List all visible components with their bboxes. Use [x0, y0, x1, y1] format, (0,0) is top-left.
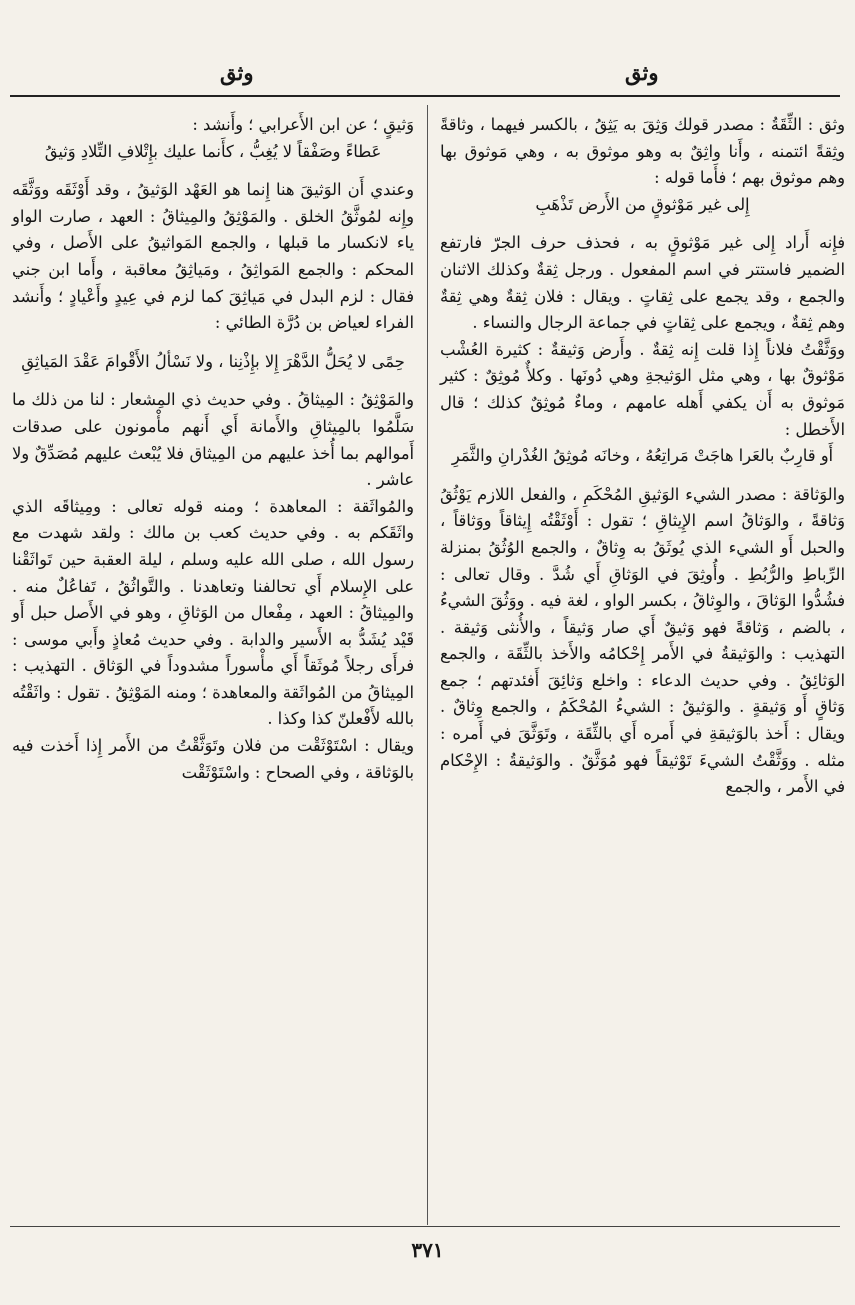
entry-paragraph: فإِنه أَراد إِلى غير مَوْثوقٍ به ، فحذف حرف الجرّ فارتفع الضمير فاستتر في اسم المفعول . ورجل ثِقةٌ وكذلك الاثنان والجمع ، وقد يجمع على ثِقاتٍ . ويقال : فلان ثِقةٌ وهي ثِقةٌ وهم ثِقةٌ ، ويجمع على ثِقاتٍ في جماعة الرجال والنساء .: [440, 233, 845, 333]
verse: إِلى غير مَوْثوقٍ من الأَرض تَذْهَبِ: [535, 194, 750, 214]
right-column: [440, 112, 845, 801]
entry-paragraph: والمُواثَقة : المعاهدة ؛ ومنه قوله تعالى : ومِيثاقَه الذي واثَقَكم به . وفي حديث كعب بن مالك : ولقد شهدت مع رسول الله ، صلى الله عليه وسلم ، ليلة العقبة حين تَواثَقْنا على الإِسلام أَي تحالفنا وتعاهدنا . والتَّواثُقُ ، تَفاعُلٌ منه . والمِيثاقُ : العهد ، مِفْعال من الوَثاقِ ، وهو في الأَصل حبل أَو قَيْد يُشَدُّ به الأَسير والدابة . وفي حديث مُعاذٍ وأَبي موسى : فرأَى رجلاً مُوثَقاً أَي مأْسوراً مشدوداً في الوَثاق . التهذيب : المِيثاقُ من المُواثَقة والمعاهدة ؛ ومنه المَوْثِقُ . تقول : واثَقْتُه بالله لأَفْعلنّ كذا وكذا .: [12, 496, 414, 729]
header-rule: [10, 95, 840, 97]
verse: حِمًى لا يُحَلُّ الدَّهْرَ إِلا بإِذْنِنا ، ولا نَسْألُ الأَقْوامَ عَقْدَ المَياثِقِ: [21, 351, 405, 371]
entry-paragraph: وعندي أَن الوَثيقَ هنا إِنما هو العَهْد الوَثيقُ ، وقد أَوْثَقَه ووَثَّقَه وإِنه لمُوثَّقُ الخلق . والمَوْثِقُ والمِيثاقُ : العهد ، صارت الواو ياء لانكسار ما قبلها ، والجمع المَواثيقُ على الأَصل ، وفي المحكم : والجمع المَواثِقُ ، ومَياثِقُ معاقبة ، وأَما ابن جني فقال : لزم البدل في مَياثِقَ كما لزم في عِيدٍ وأَعْيادٍ ؛ وأَنشد الفراء لعياض بن دُرَّة الطائي :: [12, 180, 414, 333]
spacer: [440, 470, 845, 482]
verse: عَطاءً وصَفْقاً لا يُغِبُّ ، كأَنما عليك بإِتْلافِ التِّلادِ وَثيقُ: [44, 141, 382, 161]
entry-paragraph: والوَثاقة : مصدر الشيء الوَثيقِ المُحْكَمِ ، والفعل اللازم يَوْثُقُ وَثاقةً ، والوَثاقُ اسم الإِيثاقِ ؛ تقول : أَوْثَقْتُه إِيثاقاً ووَثاقاً ، والحبل أَو الشيء الذي يُوثَقُ به وِثاقٌ ، والجمع الوُثُقُ بمنزلة الرِّباطِ والرُّبُطِ . وأُوثِقَ في الوَثاقِ أَي شُدَّ . وقال تعالى : فشُدُّوا الوَثاقَ ، والوِثاقُ ، بكسر الواو ، لغة فيه . ووَثُقَ الشيءُ ، بالضم ، وَثاقةً فهو وَثيقٌ أَي صار وَثيقاً ، والأُنثى وَثيقة . التهذيب : والوَثيقةُ في الأَمر إِحْكامُه والأَخذ بالثِّقَة ، والجمع الوَثائِقُ . وفي حديث الدعاء : واخلع وَثائِقَ أَفئدتهم ؛ جمع وَثاقٍ أَو وَثيقةٍ . والوَثيقُ : الشيءُ المُحْكَمُ ، والجمع وِثاقٌ . ويقال : أَخذ بالوَثيقةِ في أَمره أَي بالثِّقَة ، وتَوَثَّقَ في أَمره : مثله . ووَثَّقْتُ الشيءَ تَوْثيقاً فهو مُوَثَّقٌ . والوَثيقةُ : الإِحْكام في الأَمر ، والجمع: [440, 484, 845, 797]
verse: أَو قارِبٌ بالعَرا هاجَتْ مَراتِعُهُ ، وخانَه مُوثِقُ الغُدْرانِ والثَّمَرِ: [451, 446, 834, 466]
spacer: [12, 165, 414, 177]
spacer: [12, 375, 414, 387]
running-headword-left: وثق: [220, 60, 254, 85]
entry-paragraph: ووَثَّقْتُ فلاناً إِذا قلت إِنه ثِقةٌ . وأَرض وَثيقةٌ : كثيرة العُشْب مَوْثوقٌ بها ، وهي مثل الوَثيجةِ وهي دُونَها . وكلأٌ مُوثِقٌ : كثير مَوثوق به أَن يكفي أَهله عامهم ، وماءٌ مُوثِقٌ كذلك ؛ قال الأَخطل :: [440, 339, 845, 439]
spacer: [12, 337, 414, 349]
page-header: [0, 52, 855, 96]
footer-rule: [10, 1226, 840, 1227]
entry-paragraph: ويقال : اسْتَوْثَقْت من فلان وتَوَثَّقْتُ من الأَمر إِذا أَخذت فيه بالوَثاقة ، وفي الصحاح : واسْتَوْثَقْت: [12, 736, 414, 782]
entry-paragraph: وَثيقٍ ؛ عن ابن الأَعرابي ؛ وأَنشد :: [192, 115, 414, 134]
page-number: ٣٧١: [411, 1238, 444, 1262]
entry-paragraph: وثق : الثِّقَةُ : مصدر قولك وَثِقَ به يَثِقُ ، بالكسر فيهما ، وثاقةً وثِقةً ائتمنه ، وأَنا واثِقٌ به وهو موثوق به ، وهي مَوثوق بها وهم موثوق بهم ؛ فأَما قوله :: [440, 115, 845, 188]
column-divider: [427, 105, 428, 1225]
running-headword-right: وثق: [625, 60, 659, 85]
left-column: [12, 112, 414, 786]
entry-paragraph: والمَوْثِقُ : المِيثاقُ . وفي حديث ذي المِشعار : لنا من ذلك ما سَلَّمُوا بالمِيثاقِ والأَمانة أَي أَنهم مأْمونون على صدقات أَموالهم بما أُخذ عليهم من المِيثاق فلا يُبْعث عليهم مُصَدِّقٌ ولا عاشر .: [12, 390, 414, 490]
spacer: [440, 218, 845, 230]
